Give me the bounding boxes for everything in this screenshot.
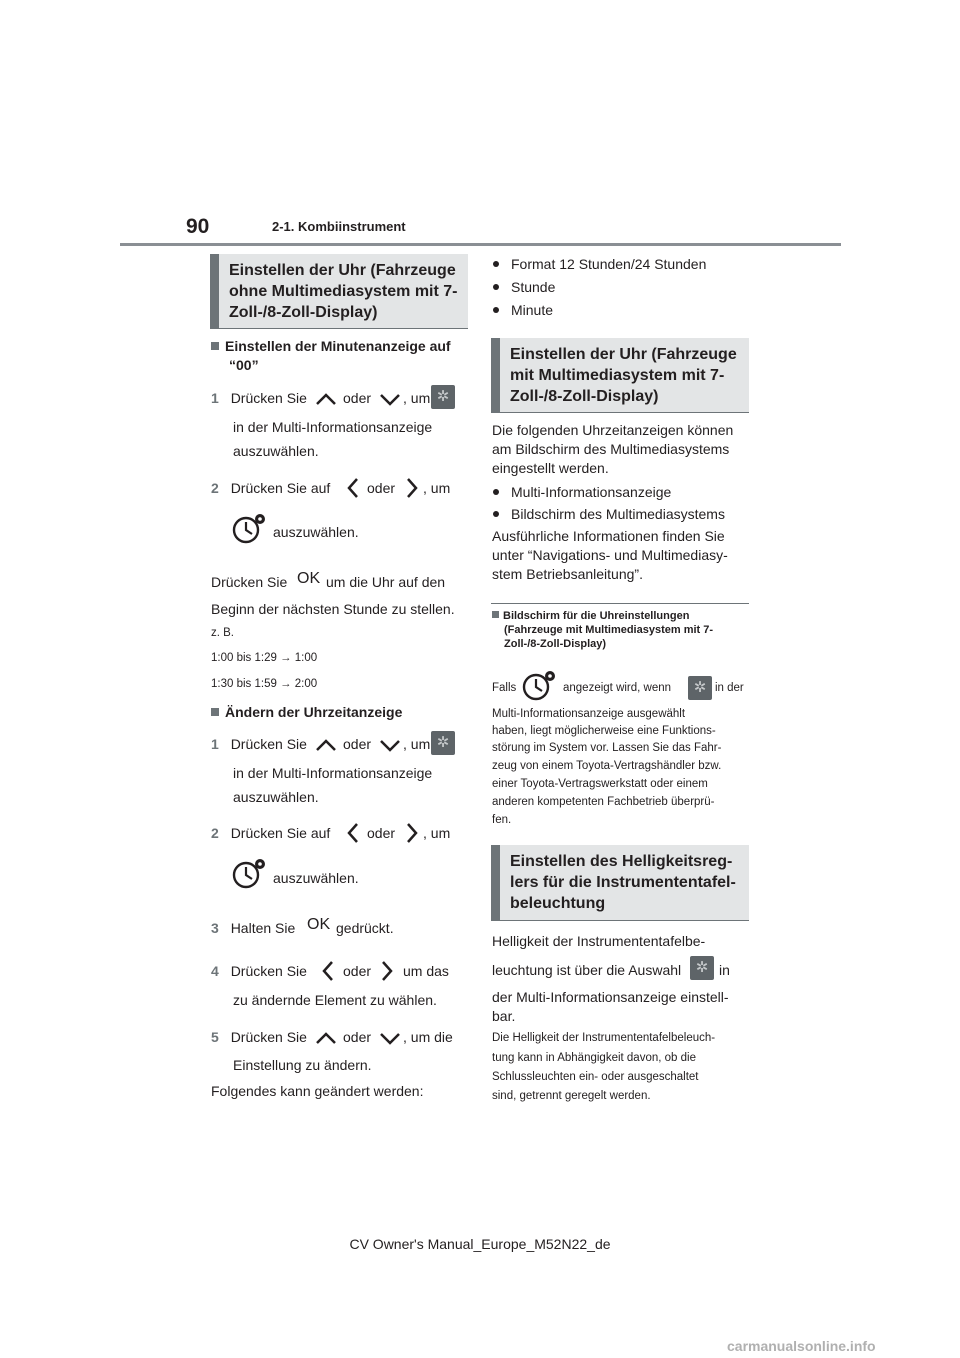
example-label: z. B. bbox=[211, 627, 235, 639]
bullet-item bbox=[493, 302, 553, 318]
ok-icon: OK bbox=[297, 570, 321, 587]
paragraph-text: leuchtung ist über die Auswahl bbox=[492, 962, 682, 978]
section-title: 2-1. Kombiinstrument bbox=[272, 219, 406, 234]
example-line: 1:00 bis 1:29 → 1:00 bbox=[211, 652, 318, 664]
note-text: fen. bbox=[492, 814, 512, 826]
header-divider bbox=[120, 243, 841, 246]
step-text: oder bbox=[343, 736, 372, 752]
note-text: angezeigt wird, wenn bbox=[563, 682, 672, 694]
step-text: oder bbox=[343, 1029, 372, 1045]
step-1-line-1 bbox=[211, 736, 307, 752]
subheading-line: (Fahrzeuge mit Multimediasystem mit 7- bbox=[504, 624, 714, 636]
small-text: Die Helligkeit der Instrumententafelbeleuch- bbox=[492, 1032, 716, 1044]
bullet-dot-icon bbox=[493, 284, 499, 290]
note-text: haben, liegt möglicherweise eine Funktions- bbox=[492, 725, 716, 737]
chevron-down-icon bbox=[378, 737, 402, 753]
heading-line: beleuchtung bbox=[510, 895, 606, 912]
gear-icon: ✲ bbox=[431, 385, 455, 409]
step-number: 4 bbox=[211, 963, 219, 979]
step-text: oder bbox=[367, 480, 396, 496]
note-text: Falls bbox=[492, 682, 517, 694]
step-text: oder bbox=[367, 825, 396, 841]
step-text: Drücken Sie bbox=[230, 390, 307, 406]
bullet-dot-icon bbox=[493, 489, 499, 495]
gear-icon: ✲ bbox=[688, 676, 712, 700]
footer-text: CV Owner's Manual_Europe_M52N22_de bbox=[349, 1236, 611, 1252]
bullet-item bbox=[493, 484, 671, 500]
heading-line: ohne Multimediasystem mit 7- bbox=[229, 283, 458, 300]
heading-line: Zoll-/8-Zoll-Display) bbox=[510, 388, 659, 405]
watermark[interactable]: carmanualsonline.info bbox=[727, 1338, 876, 1354]
bullet-dot-icon bbox=[493, 261, 499, 267]
bullet-text: Bildschirm des Multimediasystems bbox=[511, 506, 725, 522]
step-text: auszuwählen. bbox=[273, 524, 359, 540]
step-text: zu ändernde Element zu wählen. bbox=[233, 992, 437, 1008]
page-number: 90 bbox=[186, 215, 210, 238]
chevron-right-icon bbox=[379, 959, 395, 983]
chevron-right-icon bbox=[404, 821, 420, 845]
step-text: Einstellung zu ändern. bbox=[233, 1057, 372, 1073]
step-number: 5 bbox=[211, 1029, 219, 1045]
heading-box-brightness bbox=[491, 845, 749, 920]
subheading-text: Einstellen der Minutenanzeige auf bbox=[225, 338, 451, 354]
bullet-item bbox=[493, 279, 555, 295]
step-2-line-1 bbox=[211, 480, 330, 496]
heading-underline bbox=[491, 920, 749, 921]
chevron-down-icon bbox=[378, 391, 402, 407]
step-number: 2 bbox=[211, 480, 219, 496]
step-number: 3 bbox=[211, 920, 219, 936]
chevron-left-icon bbox=[320, 959, 336, 983]
paragraph-text: Ausführliche Informationen finden Sie bbox=[492, 528, 725, 544]
step-1-line-1 bbox=[211, 390, 307, 406]
step-text: auszuwählen. bbox=[273, 870, 359, 886]
step-text: oder bbox=[343, 963, 372, 979]
subheading-change-time bbox=[211, 704, 402, 720]
step-text: in der Multi-Informationsanzeige bbox=[233, 419, 433, 435]
step-text: in der Multi-Informationsanzeige bbox=[233, 765, 433, 781]
step-text: Drücken Sie bbox=[230, 1029, 307, 1045]
heading-line: Einstellen der Uhr (Fahrzeuge bbox=[229, 262, 456, 279]
paragraph-text: Die folgenden Uhrzeitanzeigen können bbox=[492, 422, 734, 438]
gear-icon: ✲ bbox=[690, 956, 714, 980]
square-bullet-icon bbox=[492, 611, 499, 618]
subsection-divider bbox=[491, 603, 749, 604]
small-text: tung kann in Abhängigkeit davon, ob die bbox=[492, 1052, 696, 1064]
paragraph-text: Folgendes kann geändert werden: bbox=[211, 1083, 424, 1099]
step-5-line-1 bbox=[211, 1029, 307, 1045]
subheading-minute-reset bbox=[211, 338, 451, 354]
step-text: Drücken Sie auf bbox=[230, 825, 331, 841]
subheading-line: Zoll-/8-Zoll-Display) bbox=[504, 638, 607, 650]
heading-line: Zoll-/8-Zoll-Display) bbox=[229, 304, 378, 321]
heading-line: Einstellen des Helligkeitsreg- bbox=[510, 853, 733, 870]
clock-gear-icon bbox=[521, 668, 561, 702]
step-4-line-1 bbox=[211, 963, 307, 979]
paragraph-text: Drücken Sie bbox=[211, 574, 288, 590]
step-3-line-1 bbox=[211, 920, 295, 936]
bullet-text: Multi-Informationsanzeige bbox=[511, 484, 672, 500]
chevron-left-icon bbox=[345, 476, 361, 500]
step-text: um das bbox=[403, 963, 449, 979]
heading-line: mit Multimediasystem mit 7- bbox=[510, 367, 725, 384]
step-text: , um die bbox=[403, 1029, 453, 1045]
subheading-text: Bildschirm für die Uhreinstellungen bbox=[503, 610, 690, 622]
step-text: auszuwählen. bbox=[233, 443, 319, 459]
step-text: , um bbox=[403, 736, 431, 752]
paragraph-text: in bbox=[719, 962, 730, 978]
step-number: 2 bbox=[211, 825, 219, 841]
step-text: Drücken Sie bbox=[230, 963, 307, 979]
subheading-clock-screen bbox=[492, 609, 754, 651]
heading-box-clock-without-multimedia bbox=[210, 254, 468, 328]
small-text: Schlussleuchten ein- oder ausgeschaltet bbox=[492, 1071, 699, 1083]
chevron-left-icon bbox=[345, 821, 361, 845]
bullet-item bbox=[493, 256, 706, 272]
heading-line: lers für die Instrumententafel- bbox=[510, 874, 736, 891]
step-text: oder bbox=[343, 390, 372, 406]
clock-gear-icon bbox=[231, 511, 271, 545]
square-bullet-icon bbox=[211, 342, 219, 350]
step-text: , um bbox=[423, 825, 451, 841]
clock-gear-icon bbox=[231, 856, 271, 890]
step-number: 1 bbox=[211, 390, 219, 406]
heading-underline bbox=[210, 328, 468, 329]
gear-icon: ✲ bbox=[431, 731, 455, 755]
step-text: gedrückt. bbox=[336, 920, 394, 936]
step-text: , um bbox=[403, 390, 431, 406]
step-text: auszuwählen. bbox=[233, 789, 319, 805]
note-text: in der bbox=[715, 682, 744, 694]
square-bullet-icon bbox=[211, 708, 219, 716]
step-text: Halten Sie bbox=[230, 920, 296, 936]
step-text: Drücken Sie bbox=[230, 736, 307, 752]
bullet-text: Stunde bbox=[511, 279, 556, 295]
bullet-text: Format 12 Stunden/24 Stunden bbox=[511, 256, 707, 272]
paragraph-text: stem Betriebsanleitung”. bbox=[492, 566, 643, 582]
step-text: Drücken Sie auf bbox=[230, 480, 331, 496]
note-text: einer Toyota-Vertragswerkstatt oder einem bbox=[492, 778, 708, 790]
paragraph-text: am Bildschirm des Multimediasystems bbox=[492, 441, 730, 457]
ok-icon: OK bbox=[307, 916, 331, 933]
chevron-up-icon bbox=[314, 737, 338, 753]
chevron-right-icon bbox=[404, 476, 420, 500]
paragraph-text: Helligkeit der Instrumententafelbe- bbox=[492, 933, 706, 949]
paragraph-text: eingestellt werden. bbox=[492, 460, 609, 476]
bullet-dot-icon bbox=[493, 307, 499, 313]
step-text: , um bbox=[423, 480, 451, 496]
chevron-up-icon bbox=[314, 1030, 338, 1046]
step-number: 1 bbox=[211, 736, 219, 752]
heading-underline bbox=[491, 412, 749, 413]
subheading-minute-reset-cont: “00” bbox=[229, 357, 259, 373]
bullet-text: Minute bbox=[511, 302, 554, 318]
bullet-dot-icon bbox=[493, 511, 499, 517]
note-text: anderen kompetenten Fachbetrieb überprü- bbox=[492, 796, 715, 808]
paragraph-text: Beginn der nächsten Stunde zu stellen. bbox=[211, 601, 455, 617]
paragraph-text: unter “Navigations- und Multimediasy- bbox=[492, 547, 728, 563]
bullet-item bbox=[493, 506, 725, 522]
note-text: Multi-Informationsanzeige ausgewählt bbox=[492, 708, 686, 720]
paragraph-text: der Multi-Informationsanzeige einstell- bbox=[492, 989, 729, 1005]
note-text: zeug von einem Toyota-Vertragshändler bzw. bbox=[492, 760, 722, 772]
small-text: sind, getrennt geregelt werden. bbox=[492, 1090, 651, 1102]
example-line: 1:30 bis 1:59 → 2:00 bbox=[211, 678, 318, 690]
chevron-down-icon bbox=[378, 1030, 402, 1046]
paragraph-text: bar. bbox=[492, 1008, 516, 1024]
subheading-line bbox=[492, 609, 754, 623]
chevron-up-icon bbox=[314, 391, 338, 407]
paragraph-text: um die Uhr auf den bbox=[326, 574, 446, 590]
step-2-line-1 bbox=[211, 825, 330, 841]
heading-box-clock-with-multimedia bbox=[491, 338, 749, 412]
note-text: störung im System vor. Lassen Sie das Fahr- bbox=[492, 742, 722, 754]
heading-line: Einstellen der Uhr (Fahrzeuge bbox=[510, 346, 737, 363]
subheading-text: Ändern der Uhrzeitanzeige bbox=[225, 704, 403, 720]
